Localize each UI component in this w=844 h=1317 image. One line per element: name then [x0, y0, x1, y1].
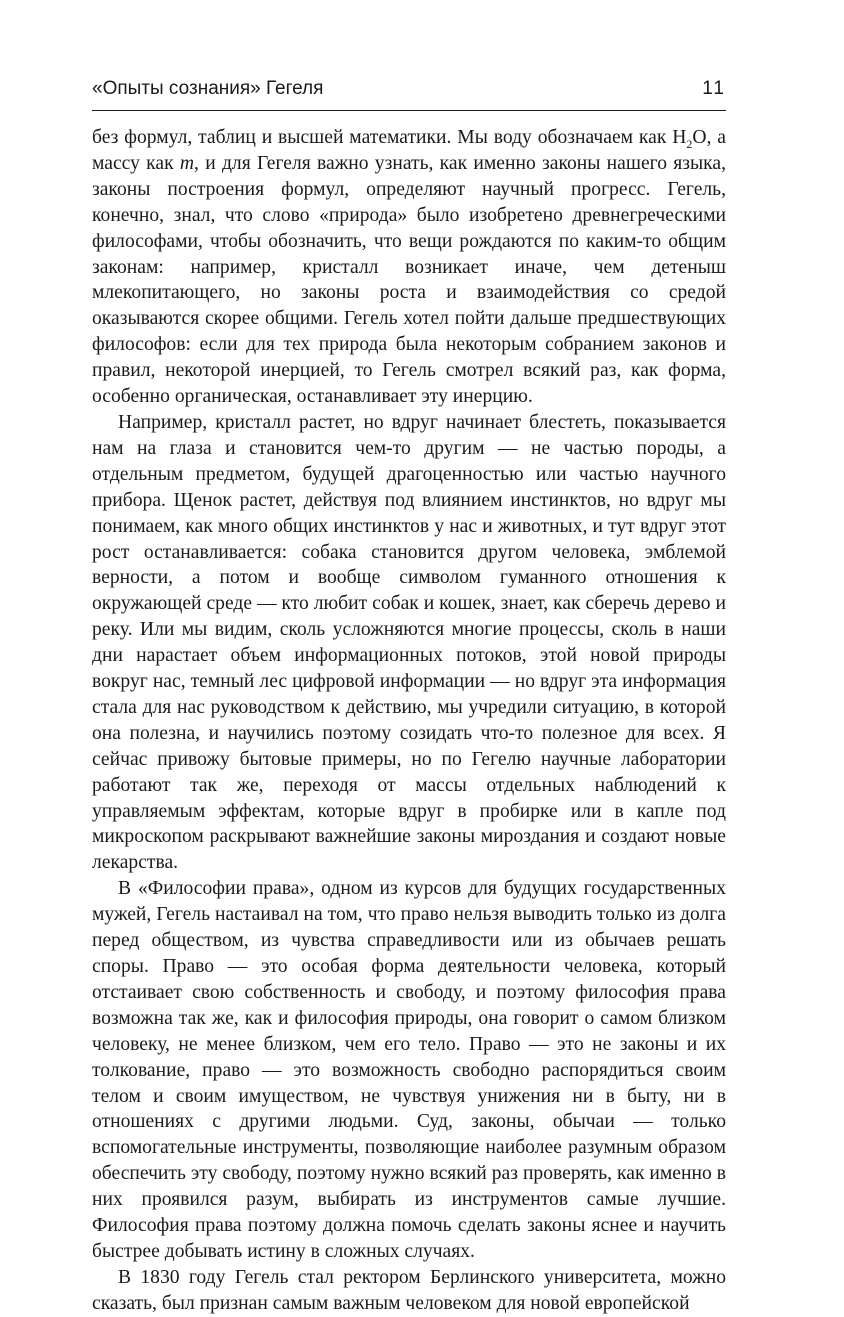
running-header	[92, 78, 726, 111]
book-page	[92, 78, 726, 1317]
paragraph-3: В «Философии права», одном из курсов для будущих государственных мужей, Гегель настаивал на том, что право нельзя выводить только из долга перед обществом, из чувства справедливости или из обычаев решать споры. Право — это особая форма деятельности человека, который отстаивает свою собственность и свободу, и поэтому философия права возможна так же, как и философия природы, она говорит о самом близком человеку, не менее близком, чем его тело. Право — это не законы и их толкование, право — это возможность свободно распорядиться своим телом и своим имуществом, не чувствуя унижения ни в быту, ни в отношениях с другими людьми. Суд, законы, обычаи — только вспомогательные инструменты, позволяющие наиболее разумным образом обеспечить эту свободу, поэтому нужно всякий раз проверять, как именно в них проявился разум, выбирать из инструментов самые лучшие. Философия права поэтому должна помочь сделать законы яснее и научить быстрее добывать истину в сложных случаях.	[92, 878, 726, 1262]
paragraph-1	[92, 125, 726, 410]
italic-mass-symbol: m	[179, 152, 195, 174]
paragraph-1-part-1: без формул, таблиц и высшей математики. Мы воду обозначаем как H	[92, 127, 687, 148]
paragraph-1-part-2: O, а массу как	[92, 127, 726, 174]
paragraph-1-part-3: , и для Гегеля важно узнать, как именно законы нашего языка, законы построения формул, определяют научный прогресс. Гегель, конечно, знал, что слово «природа» было изобретено древнегреческими философами, чтобы обозначить, что вещи рождаются по каким-то общим законам: например, кристалл возникает иначе, чем детеныш млекопитающего, но законы роста и взаимодействия со средой оказываются скорее общими. Гегель хотел пойти дальше предшествующих философов: если для тех природа была некоторым собранием законов и правил, некоторой инерцией, то Гегель смотрел всякий раз, как форма, особенно органическая, останавливает эту инерцию.	[92, 152, 726, 408]
text-body	[92, 125, 726, 1317]
paragraph-4: В 1830 году Гегель стал ректором Берлинского университета, можно сказать, был признан самым важным человеком для новой европейской	[92, 1266, 726, 1314]
paragraph-2: Например, кристалл растет, но вдруг начинает блестеть, показывается нам на глаза и становится чем-то другим — не частью породы, а отдельным предметом, будущей драгоценностью или частью научного прибора. Щенок растет, действуя под влиянием инстинктов, но вдруг мы понимаем, как много общих инстинктов у нас и животных, и тут вдруг этот рост останавливается: собака становится другом человека, эмблемой верности, а потом и вообще символом гуманного отношения к окружающей среде — кто любит собак и кошек, знает, как сберечь дерево и реку. Или мы видим, сколь усложняются многие процессы, сколь в наши дни нарастает объем информационных потоков, этой новой природы вокруг нас, темный лес цифровой информации — но вдруг эта информация стала для нас руководством к действию, мы учредили ситуацию, в которой она полезна, и научились поэтому созидать что-то полезное для всех. Я сейчас привожу бытовые примеры, но по Гегелю научные лаборатории работают так же, переходя от массы отдельных наблюдений к управляемым эффектам, которые вдруг в пробирке или в капле под микроскопом раскрывают важнейшие законы мироздания и создают новые лекарства.	[92, 411, 726, 874]
page-number: 11	[702, 78, 726, 99]
subscript-2: 2	[686, 136, 693, 151]
running-title: «Опыты сознания» Гегеля	[92, 78, 324, 99]
